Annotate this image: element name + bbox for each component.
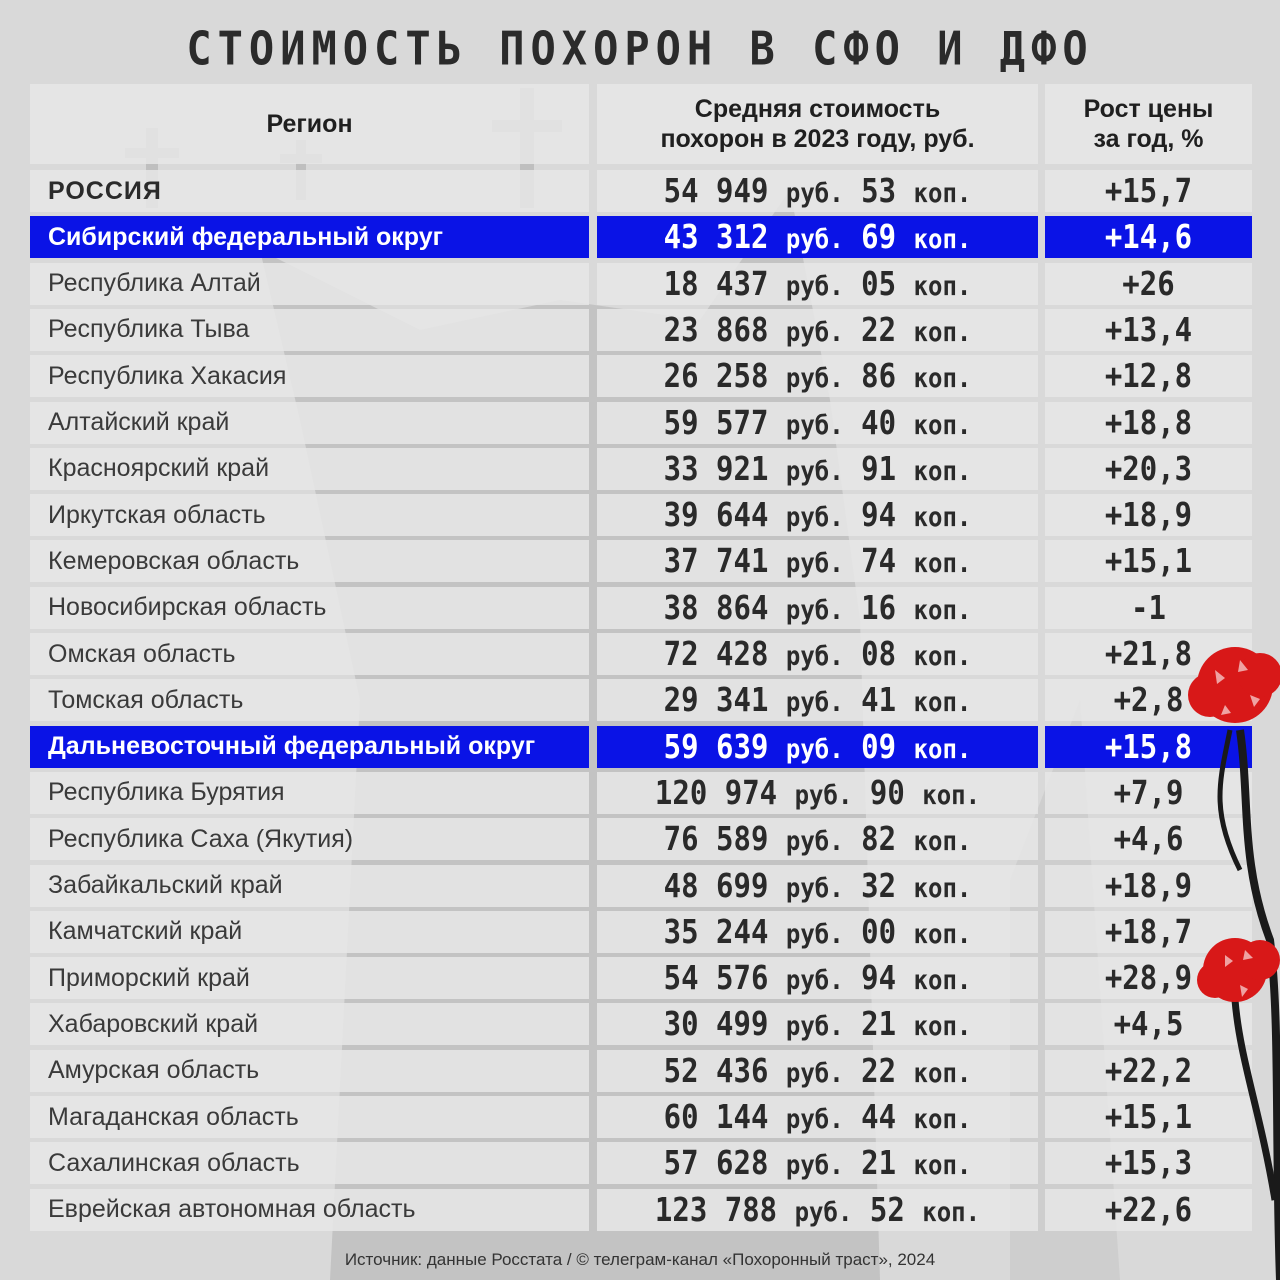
region-cell	[30, 911, 589, 953]
unit-rub: руб.	[785, 1057, 844, 1089]
unit-kop: коп.	[913, 455, 972, 487]
table-row	[30, 587, 1252, 629]
cost-kop: 82	[861, 820, 897, 859]
cost-kop: 40	[861, 403, 897, 442]
unit-rub: руб.	[785, 316, 844, 348]
cost-rub: 54 949	[663, 171, 769, 211]
cost-value	[664, 1052, 972, 1090]
unit-kop: коп.	[913, 316, 972, 348]
header-cost	[597, 84, 1038, 164]
cost-rub: 123 788	[654, 1190, 778, 1229]
cost-rub: 35 244	[663, 912, 769, 951]
growth-value: +22,6	[1104, 1190, 1193, 1229]
header-growth-line2: за год, %	[1093, 125, 1204, 153]
cost-kop: 16	[861, 588, 897, 627]
region-name: Омская область	[48, 639, 236, 668]
unit-kop: коп.	[913, 409, 972, 441]
cost-value	[664, 728, 972, 766]
cost-cell	[597, 957, 1038, 999]
unit-kop: коп.	[922, 1196, 981, 1228]
unit-rub: руб.	[785, 918, 844, 950]
unit-rub: руб.	[785, 455, 844, 487]
growth-cell	[1045, 494, 1252, 536]
unit-kop: коп.	[913, 223, 972, 256]
cost-value	[664, 311, 972, 349]
unit-rub: руб.	[785, 362, 844, 395]
cost-kop: 32	[861, 866, 897, 905]
cost-cell	[597, 263, 1038, 305]
cost-kop: 53	[861, 171, 897, 211]
cost-kop: 90	[869, 773, 905, 812]
cost-value	[664, 866, 972, 904]
table-row	[30, 1096, 1252, 1138]
region-cell	[30, 540, 589, 582]
unit-kop: коп.	[913, 1149, 972, 1182]
region-name: Магаданская область	[48, 1102, 299, 1131]
cost-rub: 29 341	[663, 681, 769, 720]
cost-rub: 23 868	[663, 310, 769, 349]
region-name: РОССИЯ	[48, 176, 162, 205]
unit-kop: коп.	[913, 594, 972, 626]
cost-value	[664, 1098, 972, 1136]
cost-rub: 38 864	[663, 588, 769, 627]
unit-kop: коп.	[913, 501, 972, 534]
header-region	[30, 84, 589, 164]
region-name: Забайкальский край	[48, 871, 283, 899]
table-row	[30, 957, 1252, 999]
table-row	[30, 355, 1252, 397]
cost-cell	[597, 679, 1038, 721]
unit-kop: коп.	[913, 964, 972, 997]
region-name: Новосибирская область	[48, 593, 327, 622]
unit-rub: руб.	[794, 1196, 853, 1228]
region-name: Томская область	[48, 685, 244, 714]
region-name: Кемеровская область	[48, 546, 300, 575]
region-name: Республика Хакасия	[48, 361, 287, 390]
growth-value: +20,3	[1104, 449, 1193, 488]
table-row	[30, 865, 1252, 907]
unit-rub: руб.	[785, 825, 844, 858]
cost-value	[664, 681, 972, 719]
growth-value: +15,1	[1104, 1097, 1193, 1137]
region-cell	[30, 1050, 589, 1092]
cost-rub: 52 436	[663, 1051, 769, 1090]
growth-value: +26	[1122, 264, 1175, 303]
growth-value: +18,9	[1104, 866, 1193, 905]
region-name: Алтайский край	[48, 408, 230, 436]
cost-rub: 37 741	[663, 542, 769, 581]
cost-value	[664, 542, 972, 580]
cost-value	[664, 1144, 972, 1182]
unit-kop: коп.	[913, 1010, 972, 1043]
cost-cell	[597, 1096, 1038, 1138]
cost-rub: 59 639	[663, 727, 769, 766]
growth-cell	[1045, 170, 1252, 212]
cost-kop: 05	[861, 264, 897, 303]
growth-value: +18,8	[1104, 403, 1193, 442]
growth-value: +15,7	[1104, 171, 1193, 211]
cost-rub: 60 144	[663, 1097, 769, 1137]
region-cell	[30, 772, 589, 814]
cost-value	[664, 357, 972, 395]
cost-cell	[597, 1050, 1038, 1092]
region-name: Приморский край	[48, 963, 250, 992]
growth-value: +12,8	[1104, 357, 1193, 396]
unit-kop: коп.	[913, 270, 972, 302]
region-name: Сибирский федеральный округ	[48, 222, 444, 251]
unit-kop: коп.	[913, 918, 972, 950]
growth-value: -1	[1131, 588, 1166, 627]
region-name: Республика Алтай	[48, 269, 261, 298]
cost-kop: 52	[869, 1190, 905, 1229]
cost-kop: 44	[861, 1097, 897, 1137]
cost-cell	[597, 309, 1038, 351]
region-cell	[30, 494, 589, 536]
growth-cell	[1045, 540, 1252, 582]
cost-rub: 33 921	[663, 449, 769, 488]
growth-value: +14,6	[1104, 218, 1193, 257]
cost-value	[664, 820, 972, 858]
unit-kop: коп.	[913, 362, 972, 395]
region-cell	[30, 865, 589, 907]
total-row	[30, 170, 1252, 212]
table-row	[30, 1050, 1252, 1092]
unit-rub: руб.	[785, 409, 844, 441]
table-row	[30, 679, 1252, 721]
cost-rub: 57 628	[663, 1144, 769, 1183]
cost-value	[664, 172, 972, 210]
unit-rub: руб.	[785, 223, 844, 256]
cost-rub: 48 699	[663, 866, 769, 905]
growth-value: +21,8	[1104, 634, 1193, 674]
table-row	[30, 309, 1252, 351]
growth-value: +15,1	[1104, 542, 1193, 581]
cost-cell	[597, 865, 1038, 907]
growth-value: +15,3	[1104, 1144, 1193, 1183]
region-name: Дальневосточный федеральный округ	[48, 732, 536, 761]
cost-cell	[597, 1003, 1038, 1045]
page-title: СТОИМОСТЬ ПОХОРОН В СФО И ДФО	[186, 21, 1094, 76]
region-cell	[30, 216, 589, 258]
cost-kop: 22	[861, 1051, 897, 1090]
region-cell	[30, 633, 589, 675]
region-name: Хабаровский край	[48, 1009, 259, 1038]
growth-value: +18,7	[1104, 912, 1193, 951]
region-cell	[30, 448, 589, 490]
region-cell	[30, 170, 589, 212]
table-row	[30, 448, 1252, 490]
header-cost-line2: похорон в 2023 году, руб.	[660, 125, 975, 153]
table-row	[30, 1142, 1252, 1184]
cost-value	[664, 265, 972, 303]
table-row	[30, 402, 1252, 444]
region-name: Иркутская область	[48, 500, 266, 529]
unit-rub: руб.	[785, 1103, 844, 1135]
cost-kop: 00	[861, 912, 897, 951]
unit-rub: руб.	[785, 270, 844, 302]
unit-rub: руб.	[785, 1010, 844, 1043]
carnation-icon	[1180, 640, 1280, 1280]
cost-cell	[597, 540, 1038, 582]
cost-rub: 39 644	[663, 496, 769, 535]
region-cell	[30, 1096, 589, 1138]
growth-value: +28,9	[1104, 959, 1193, 998]
region-cell	[30, 355, 589, 397]
unit-kop: коп.	[913, 872, 972, 904]
cost-kop: 09	[861, 727, 897, 766]
growth-cell	[1045, 448, 1252, 490]
region-name: Амурская область	[48, 1056, 260, 1085]
header-region-label: Регион	[266, 110, 353, 138]
growth-cell	[1045, 263, 1252, 305]
region-cell	[30, 1189, 589, 1231]
cost-value	[664, 635, 972, 673]
growth-cell	[1045, 309, 1252, 351]
district-row	[30, 216, 1252, 258]
header-growth-line1: Рост цены	[1083, 95, 1214, 123]
region-cell	[30, 1142, 589, 1184]
unit-rub: руб.	[785, 547, 844, 580]
cost-kop: 21	[861, 1144, 897, 1183]
unit-rub: руб.	[785, 177, 844, 209]
cost-cell	[597, 633, 1038, 675]
region-name: Еврейская автономная область	[48, 1195, 416, 1224]
region-cell	[30, 309, 589, 351]
cost-value	[664, 1005, 972, 1043]
unit-kop: коп.	[913, 1057, 972, 1089]
growth-value: +2,8	[1113, 681, 1184, 720]
growth-value: +22,2	[1104, 1051, 1193, 1090]
growth-value: +13,4	[1104, 310, 1193, 349]
region-cell	[30, 818, 589, 860]
region-name: Красноярский край	[48, 454, 270, 483]
table-row	[30, 494, 1252, 536]
growth-value: +18,9	[1104, 496, 1193, 535]
cost-value	[664, 218, 972, 256]
district-row	[30, 726, 1252, 768]
growth-value: +7,9	[1113, 773, 1184, 812]
cost-rub: 18 437	[663, 264, 769, 303]
cost-kop: 41	[861, 681, 897, 720]
growth-value: +15,8	[1104, 727, 1193, 766]
cost-value	[664, 496, 972, 534]
growth-cell	[1045, 355, 1252, 397]
unit-kop: коп.	[922, 779, 981, 811]
table-row	[30, 1003, 1252, 1045]
cost-value	[655, 1191, 980, 1229]
unit-kop: коп.	[913, 686, 972, 719]
cost-value	[664, 913, 972, 951]
region-name: Камчатский край	[48, 917, 243, 946]
cost-cell	[597, 772, 1038, 814]
cost-rub: 30 499	[663, 1005, 769, 1044]
region-cell	[30, 1003, 589, 1045]
table-row	[30, 263, 1252, 305]
unit-rub: руб.	[785, 1149, 844, 1182]
cost-kop: 86	[861, 357, 897, 396]
cost-value	[664, 403, 972, 441]
cost-cell	[597, 402, 1038, 444]
source-note: Источник: данные Росстата / © телеграм-канал «Похоронный траст», 2024	[344, 1250, 936, 1269]
cost-cell	[597, 355, 1038, 397]
region-name: Республика Саха (Якутия)	[48, 824, 354, 853]
table-row	[30, 1189, 1252, 1231]
cost-cell	[597, 911, 1038, 953]
unit-rub: руб.	[785, 964, 844, 997]
table-row	[30, 818, 1252, 860]
cost-value	[664, 959, 972, 997]
cost-cell	[597, 726, 1038, 768]
cost-kop: 91	[861, 449, 897, 488]
cost-rub: 54 576	[663, 959, 769, 998]
unit-rub: руб.	[785, 872, 844, 904]
cost-cell	[597, 216, 1038, 258]
cost-value	[664, 450, 972, 488]
region-cell	[30, 587, 589, 629]
cost-value	[664, 589, 972, 627]
unit-kop: коп.	[913, 1103, 972, 1135]
cost-kop: 74	[861, 542, 897, 581]
region-cell	[30, 957, 589, 999]
cost-cell	[597, 587, 1038, 629]
cost-kop: 94	[861, 496, 897, 535]
cost-kop: 08	[861, 634, 897, 674]
region-cell	[30, 402, 589, 444]
table-row	[30, 633, 1252, 675]
growth-value: +4,5	[1113, 1005, 1184, 1044]
cost-cell	[597, 818, 1038, 860]
unit-kop: коп.	[913, 825, 972, 858]
unit-rub: руб.	[785, 686, 844, 719]
unit-rub: руб.	[785, 501, 844, 534]
cost-cell	[597, 1142, 1038, 1184]
cost-rub: 120 974	[654, 773, 778, 812]
cost-cell	[597, 1189, 1038, 1231]
growth-cell	[1045, 216, 1252, 258]
cost-value	[655, 774, 980, 812]
region-cell	[30, 726, 589, 768]
growth-cell	[1045, 402, 1252, 444]
region-name: Республика Тыва	[48, 315, 250, 344]
header-growth	[1045, 84, 1252, 164]
table-row	[30, 540, 1252, 582]
cost-kop: 22	[861, 310, 897, 349]
unit-kop: коп.	[913, 733, 972, 765]
region-name: Республика Бурятия	[48, 778, 285, 807]
cost-rub: 72 428	[663, 634, 769, 674]
cost-cell	[597, 170, 1038, 212]
table-row	[30, 911, 1252, 953]
cost-rub: 76 589	[663, 820, 769, 859]
region-name: Сахалинская область	[48, 1148, 300, 1177]
unit-rub: руб.	[785, 733, 844, 765]
cost-kop: 69	[861, 218, 897, 257]
region-cell	[30, 679, 589, 721]
unit-rub: руб.	[794, 779, 853, 811]
cost-rub: 59 577	[663, 403, 769, 442]
cost-kop: 21	[861, 1005, 897, 1044]
header-cost-line1: Средняя стоимость	[694, 95, 941, 123]
unit-rub: руб.	[785, 640, 844, 672]
cost-rub: 26 258	[663, 357, 769, 396]
cost-rub: 43 312	[663, 218, 769, 257]
cost-cell	[597, 448, 1038, 490]
cost-table	[30, 84, 1252, 1239]
table-header	[30, 84, 1252, 164]
unit-kop: коп.	[913, 177, 972, 209]
cost-kop: 94	[861, 959, 897, 998]
unit-kop: коп.	[913, 640, 972, 672]
cost-cell	[597, 494, 1038, 536]
region-cell	[30, 263, 589, 305]
table-row	[30, 772, 1252, 814]
growth-cell	[1045, 587, 1252, 629]
unit-kop: коп.	[913, 547, 972, 580]
growth-value: +4,6	[1113, 820, 1184, 859]
unit-rub: руб.	[785, 594, 844, 626]
